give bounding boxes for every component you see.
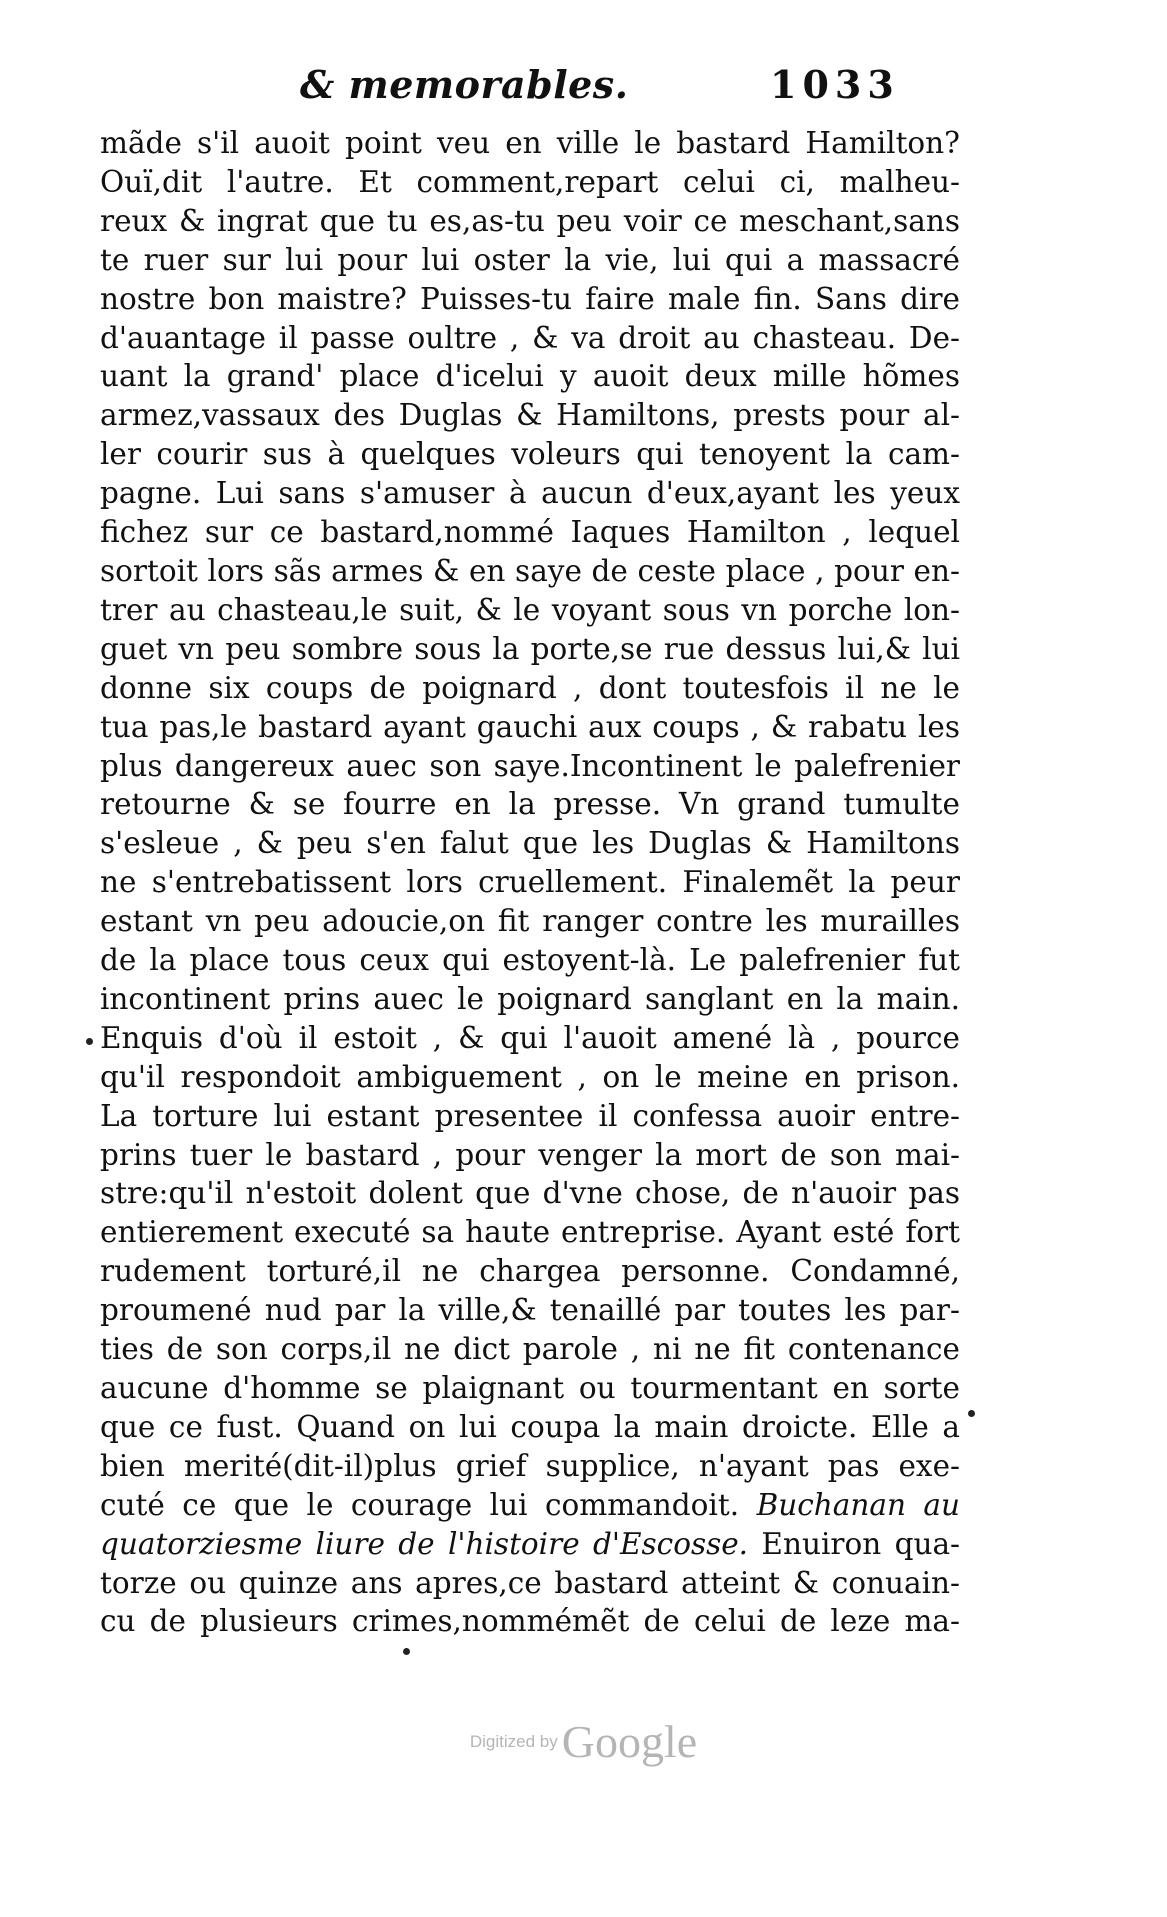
text-line: aucune d'homme se plaignant ou tourmentant en sorte: [100, 1371, 960, 1405]
text-line: estant vn peu adoucie,on fit ranger contre les murailles: [100, 904, 960, 939]
text-line: cu de plusieurs crimes,nommémẽt de celui de leze ma-: [100, 1604, 960, 1639]
text-line: s'esleue , & peu s'en falut que les Duglas & Hamiltons: [100, 826, 960, 861]
text-line: La torture lui estant presentee il confessa auoir entre-: [100, 1098, 960, 1133]
running-title: & memorables.: [300, 62, 629, 107]
text-line: reux & ingrat que tu es,as-tu peu voir ce meschant,sans: [100, 203, 960, 238]
body-text: [100, 124, 960, 1641]
text-line: d'auantage il passe oultre , & va droit au chasteau. De-: [100, 320, 960, 355]
text-line-with-citation: [100, 1486, 960, 1525]
google-logo: Google: [561, 1716, 698, 1767]
text-line: que ce fust. Quand on lui coupa la main droicte. Elle a: [100, 1409, 960, 1444]
text-line: bien merité(dit-il)plus grief supplice, n'ayant pas exe-: [100, 1448, 960, 1483]
margin-dot: [86, 1038, 93, 1045]
text-line: Enquis d'où il estoit , & qui l'auoit amené là , pource: [100, 1020, 960, 1055]
text-line: entierement executé sa haute entreprise. Ayant esté fort: [100, 1215, 960, 1250]
text-line: prins tuer le bastard , pour venger la mort de son mai-: [100, 1137, 960, 1172]
page-dot: [403, 1648, 410, 1655]
text-line: proumené nud par la ville,& tenaillé par toutes les par-: [100, 1293, 960, 1328]
text-line: guet vn peu sombre sous la porte,se rue dessus lui,& lui: [100, 631, 960, 666]
text-line: nostre bon maistre? Puisses-tu faire male fin. Sans dire: [100, 281, 960, 316]
text-line: ler courir sus à quelques voleurs qui tenoyent la cam-: [100, 437, 960, 472]
page-number: 1033: [770, 62, 900, 107]
text-line: qu'il respondoit ambiguement , on le meine en prison.: [100, 1059, 960, 1094]
text-line: incontinent prins auec le poignard sanglant en la main.: [100, 981, 960, 1016]
text-line: armez,vassaux des Duglas & Hamiltons, prests pour al-: [100, 398, 960, 433]
text-line: pagne. Lui sans s'amuser à aucun d'eux,ayant les yeux: [100, 476, 960, 511]
text-line: fichez sur ce bastard,nommé Iaques Hamilton , lequel: [100, 515, 960, 550]
text-line: ne s'entrebatissent lors cruellement. Finalemẽt la peur: [100, 865, 960, 900]
text-line: mãde s'il auoit point veu en ville le bastard Hamilton?: [100, 126, 960, 160]
text-line: retourne & se fourre en la presse. Vn grand tumulte: [100, 787, 960, 822]
text-line: rudement torturé,il ne chargea personne. Condamné,: [100, 1254, 960, 1289]
text-line: tua pas,le bastard ayant gauchi aux coups , & rabatu les: [100, 709, 960, 744]
text-line: Ouï,dit l'autre. Et comment,repart celui ci, malheu-: [100, 164, 960, 199]
margin-dot: [968, 1410, 975, 1417]
text-line: donne six coups de poignard , dont toutesfois il ne le: [100, 670, 960, 705]
text-line: de la place tous ceux qui estoyent-là. Le palefrenier fut: [100, 943, 960, 978]
text-line-with-citation: [100, 1525, 960, 1564]
text-line: trer au chasteau,le suit, & le voyant sous vn porche lon-: [100, 592, 960, 627]
text-line: uant la grand' place d'icelui y auoit deux mille hõmes: [100, 359, 960, 394]
citation-part2: quatorziesme liure de l'histoire d'Escosse.: [100, 1526, 749, 1561]
text-line: ties de son corps,il ne dict parole , ni ne fit contenance: [100, 1332, 960, 1367]
text-line: cuté ce que le courage lui commandoit.: [100, 1487, 740, 1522]
google-watermark: [0, 1715, 1167, 1768]
text-line: Enuiron qua-: [748, 1526, 961, 1561]
text-line: plus dangereux auec son saye.Incontinent le palefrenier: [100, 748, 960, 783]
text-line: torze ou quinze ans apres,ce bastard atteint & conuain-: [100, 1565, 960, 1600]
citation-part1: Buchanan au: [756, 1487, 960, 1522]
text-line: sortoit lors sãs armes & en saye de ceste place , pour en-: [100, 553, 960, 588]
text-line: te ruer sur lui pour lui oster la vie, lui qui a massacré: [100, 242, 960, 277]
digitized-label: Digitized by: [469, 1731, 558, 1751]
text-line: stre:qu'il n'estoit dolent que d'vne chose, de n'auoir pas: [100, 1176, 960, 1211]
